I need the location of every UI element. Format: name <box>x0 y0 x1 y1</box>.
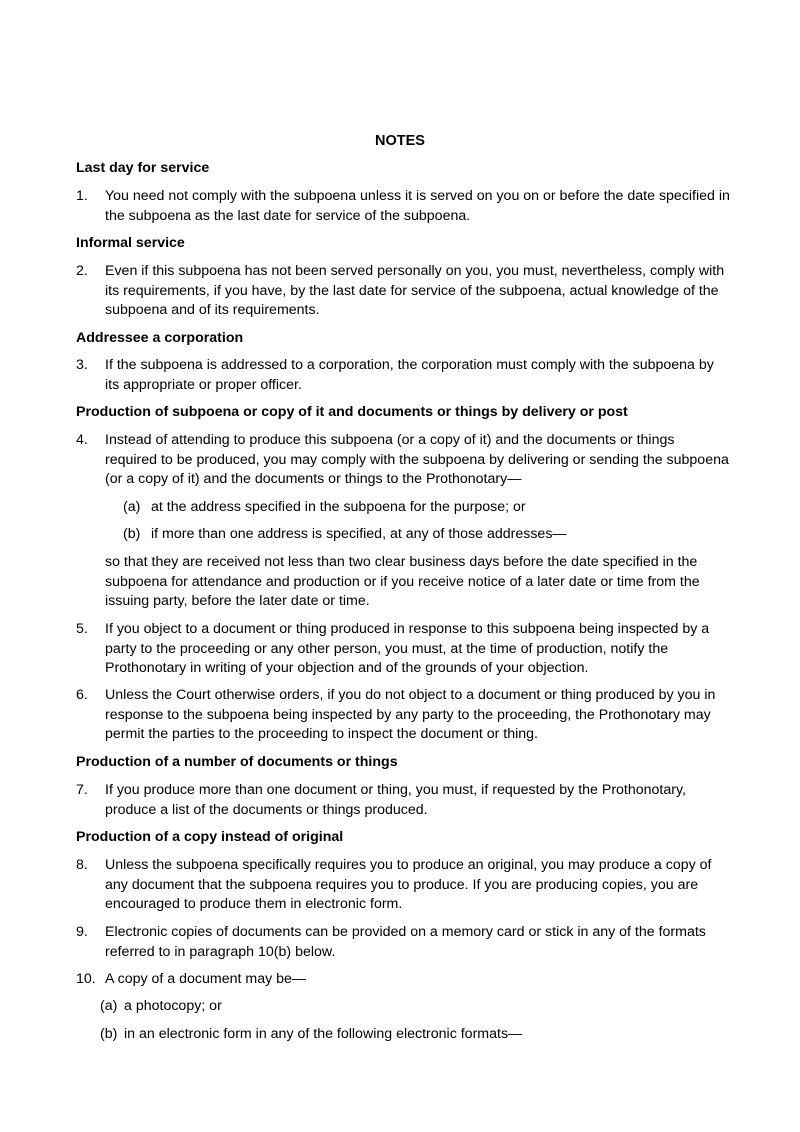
paragraph-4-continuation: so that they are received not less than two clear business days before the date specified in the subpoena for attendance and production or if you receive notice of a later date or time from the issuing party, before the later date or time. <box>105 554 700 610</box>
paragraph-10: A copy of a document may be— <box>105 971 307 987</box>
paragraph-number-1: 1. <box>76 188 88 204</box>
paragraph-4a-letter: (a) <box>123 499 141 515</box>
paragraph-number-3: 3. <box>76 357 88 373</box>
heading-production-by-delivery-or-post: Production of subpoena or copy of it and documents or things by delivery or post <box>76 404 628 420</box>
paragraph-number-10: 10. <box>76 971 96 987</box>
paragraph-4: Instead of attending to produce this subpoena (or a copy of it) and the documents or things required to be produced, you may comply with the subpoena by delivering or sending the subpoena (or a copy of it) and the documents or things to the Prothonotary— <box>105 432 729 488</box>
paragraph-4a-text: at the address specified in the subpoena for the purpose; or <box>151 499 526 515</box>
paragraph-6: Unless the Court otherwise orders, if you do not object to a document or thing produced by you in response to the subpoena being inspected by any party to the proceeding, the Prothonotary may permit the parties to the proceeding to inspect the document or thing. <box>105 687 716 743</box>
paragraph-4b-letter: (b) <box>123 526 141 542</box>
paragraph-7: If you produce more than one document or thing, you must, if requested by the Prothonotary, produce a list of the documents or things produced. <box>105 782 686 818</box>
paragraph-10a-text: a photocopy; or <box>124 998 222 1014</box>
heading-informal-service: Informal service <box>76 235 185 251</box>
paragraph-number-7: 7. <box>76 782 88 798</box>
paragraph-1: You need not comply with the subpoena unless it is served on you on or before the date specified in the subpoena as the last date for service of the subpoena. <box>105 188 730 224</box>
paragraph-number-9: 9. <box>76 924 88 940</box>
page-title: NOTES <box>375 133 425 149</box>
heading-production-number-of-documents: Production of a number of documents or things <box>76 754 398 770</box>
paragraph-4b-text: if more than one address is specified, at any of those addresses— <box>151 526 567 542</box>
paragraph-number-4: 4. <box>76 432 88 448</box>
heading-production-copy-instead-of-original: Production of a copy instead of original <box>76 829 344 845</box>
paragraph-10b-text: in an electronic form in any of the following electronic formats— <box>124 1026 523 1042</box>
paragraph-number-8: 8. <box>76 857 88 873</box>
paragraph-5: If you object to a document or thing produced in response to this subpoena being inspected by a party to the proceeding or any other person, you must, at the time of production, notify the Prothonotary in writing of your objection and of the grounds of your objection. <box>105 621 710 677</box>
heading-last-day-for-service: Last day for service <box>76 160 210 176</box>
paragraph-8: Unless the subpoena specifically requires you to produce an original, you may produce a copy of any document that the subpoena requires you to produce. If you are producing copies, you are encouraged to produce them in electronic form. <box>105 857 712 913</box>
paragraph-number-2: 2. <box>76 263 88 279</box>
heading-addressee-corporation: Addressee a corporation <box>76 330 244 346</box>
paragraph-number-5: 5. <box>76 621 88 637</box>
paragraph-2: Even if this subpoena has not been served personally on you, you must, nevertheless, comply with its requirements, if you have, by the last date for service of the subpoena, actual knowledge of the subpoena and of its requirements. <box>105 263 725 319</box>
paragraph-number-6: 6. <box>76 687 88 703</box>
paragraph-3: If the subpoena is addressed to a corporation, the corporation must comply with the subpoena by its appropriate or proper officer. <box>105 357 714 393</box>
paragraph-10b-letter: (b) <box>100 1026 118 1042</box>
paragraph-10a-letter: (a) <box>100 998 118 1014</box>
paragraph-9: Electronic copies of documents can be provided on a memory card or stick in any of the formats referred to in paragraph 10(b) below. <box>105 924 706 960</box>
